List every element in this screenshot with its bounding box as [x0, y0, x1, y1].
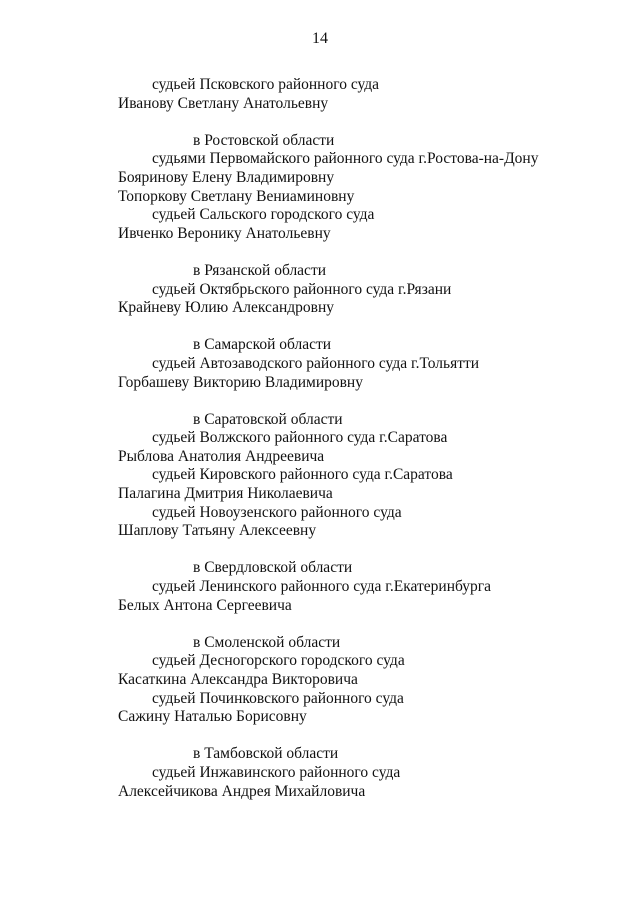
judge-name: Палагина Дмитрия Николаевича	[118, 485, 333, 503]
judge-name: Крайневу Юлию Александровну	[118, 299, 335, 317]
region-heading: в Ростовской области	[193, 131, 335, 149]
court-line: судьей Октябрьского районного суда г.Рязани	[152, 280, 452, 298]
judge-name: Касаткина Александра Викторовича	[118, 671, 358, 688]
block-spacer	[0, 727, 640, 746]
region-heading: в Самарской области	[193, 336, 332, 354]
block-spacer	[0, 615, 640, 634]
block-spacer	[0, 541, 640, 560]
block-spacer	[0, 392, 640, 411]
court-line: судьей Псковского районного суда	[152, 76, 380, 93]
court-line: судьей Починковского районного суда	[152, 689, 404, 707]
court-line: судьей Волжского районного суда г.Саратова	[152, 429, 448, 447]
region-heading: в Саратовской области	[193, 410, 343, 428]
judge-name: Шаплову Татьяну Алексеевну	[118, 522, 317, 540]
region-heading: в Свердловской области	[193, 559, 353, 577]
court-line: судьей Новоузенского районного суда	[152, 503, 402, 521]
judge-name: Бояринову Елену Владимировну	[118, 168, 335, 186]
court-line: судьей Инжавинского районного суда	[152, 763, 401, 781]
judge-name: Сажину Наталью Борисовну	[118, 708, 307, 726]
court-line: судьей Кировского районного суда г.Саратова	[152, 466, 453, 484]
region-heading: в Рязанской области	[193, 261, 327, 279]
judge-name: Алексейчикова Андрея Михайловича	[118, 782, 366, 800]
judge-name: Иванову Светлану Анатольевну	[118, 94, 329, 112]
block-spacer	[0, 243, 640, 262]
court-line: судьей Сальского городского суда	[152, 206, 375, 224]
document-body	[0, 76, 640, 801]
region-heading: в Смоленской области	[193, 633, 341, 651]
block-spacer	[0, 113, 640, 132]
judge-name: Ивченко Веронику Анатольевну	[118, 224, 331, 242]
judge-name: Топоркову Светлану Вениаминовну	[118, 187, 355, 205]
block-spacer	[0, 318, 640, 337]
court-line: судьей Десногорского городского суда	[152, 652, 405, 670]
court-line: судьями Первомайского районного суда г.Ростова-на-Дону	[152, 150, 539, 168]
page-number: 14	[312, 30, 328, 47]
region-heading: в Тамбовской области	[193, 745, 339, 763]
judge-name: Белых Антона Сергеевича	[118, 596, 292, 614]
court-line: судьей Автозаводского районного суда г.Тольятти	[152, 354, 480, 372]
court-line: судьей Ленинского районного суда г.Екатеринбурга	[152, 578, 492, 596]
judge-name: Рыблова Анатолия Андреевича	[118, 447, 325, 465]
judge-name: Горбашеву Викторию Владимировну	[118, 373, 363, 391]
